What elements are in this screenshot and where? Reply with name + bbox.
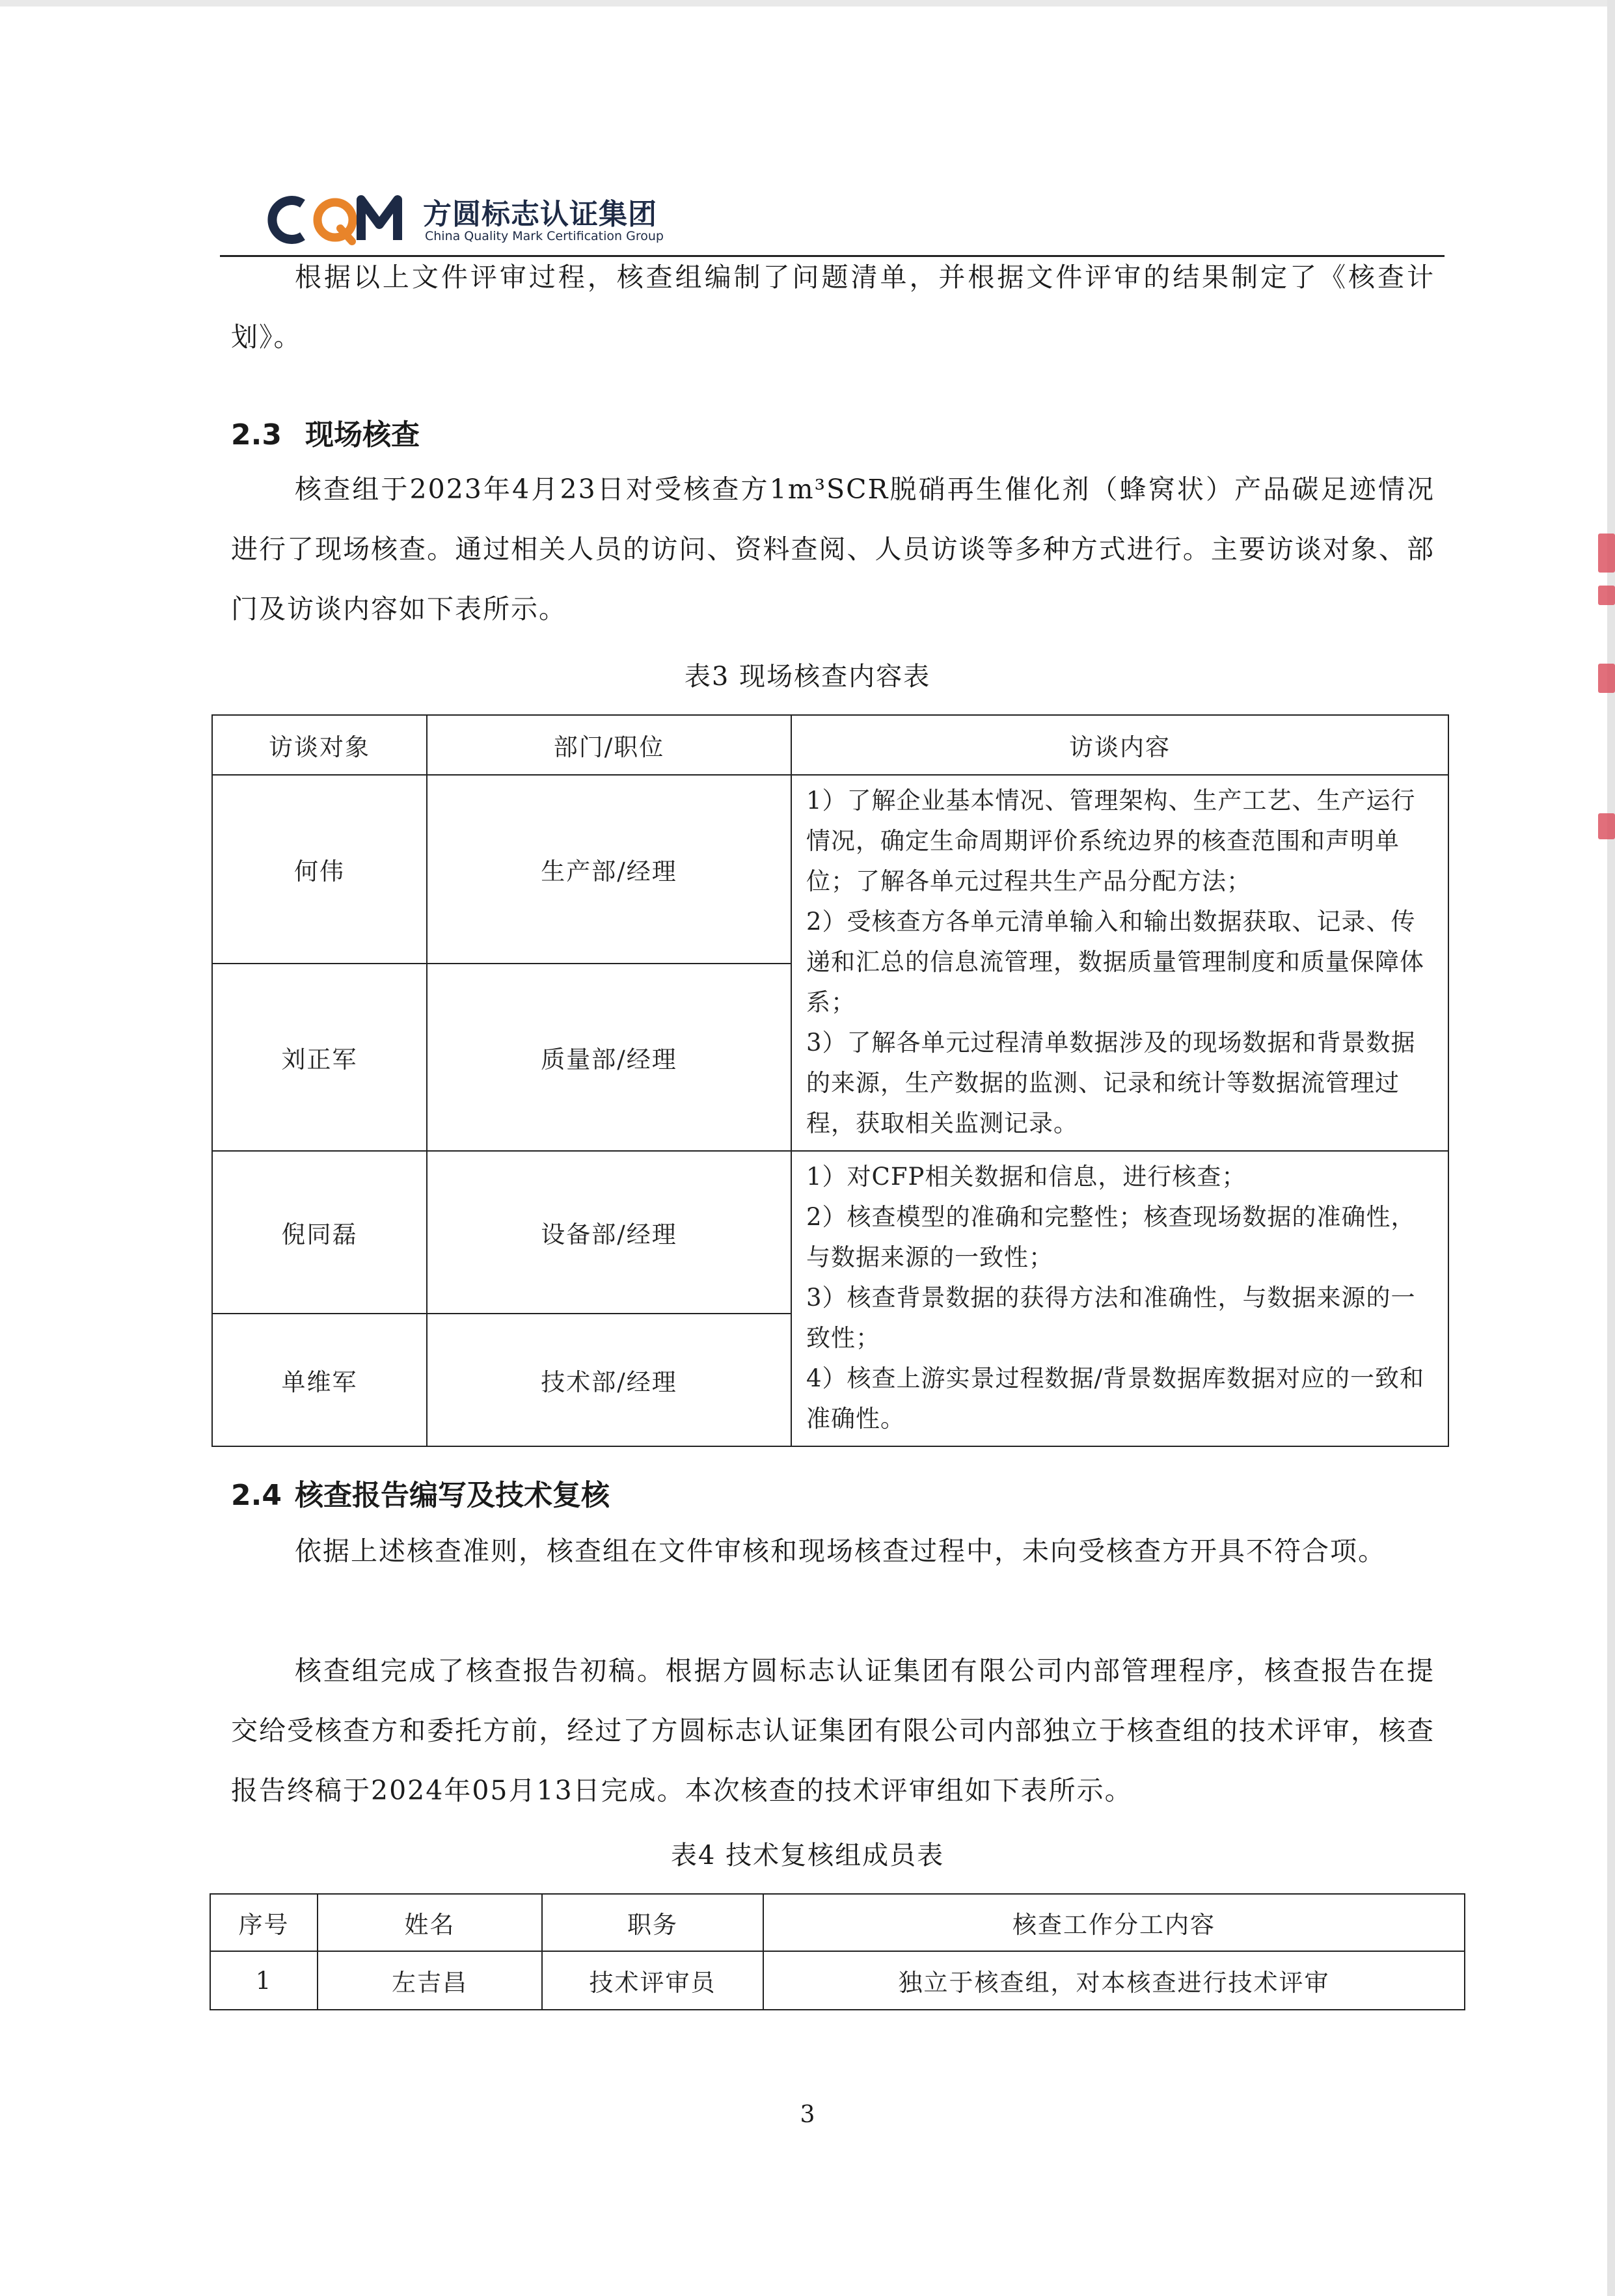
- table4-cell-role: 技术评审员: [542, 1951, 763, 2010]
- section-2-3-title: 现场核查: [305, 418, 420, 452]
- table-row: [212, 775, 1448, 964]
- seal-fragment: [1598, 664, 1615, 693]
- table4-header-role: 职务: [542, 1894, 763, 1951]
- table3-cell-dept: 技术部/经理: [427, 1314, 791, 1446]
- org-name-cn: 方圆标志认证集团: [423, 198, 657, 231]
- cqm-logo-mark: [264, 185, 413, 254]
- content-item: 3）核查背景数据的获得方法和准确性，与数据来源的一致性；: [806, 1284, 1416, 1352]
- table3: [211, 714, 1449, 1447]
- table4-cell-name: 左吉昌: [318, 1951, 542, 2010]
- section-2-4-heading: [231, 1472, 610, 1513]
- section-2-3-number: 2.3: [231, 418, 282, 452]
- section-2-4-paragraph-1: 依据上述核查准则，核查组在文件审核和现场核查过程中，未向受核查方开具不符合项。: [295, 1535, 1386, 1567]
- content-item: 2）受核查方各单元清单输入和输出数据获取、记录、传递和汇总的信息流管理，数据质量管理制度和质量保障体系；: [806, 908, 1424, 1016]
- table4-cell-no: 1: [210, 1951, 318, 2010]
- table3-cell-name: 倪同磊: [212, 1151, 427, 1314]
- content-item: 1）了解企业基本情况、管理架构、生产工艺、生产运行情况，确定生命周期评价系统边界的核查范围和声明单位；了解各单元过程共生产品分配方法；: [806, 787, 1416, 895]
- page-number: 3: [800, 2101, 815, 2128]
- table3-cell-content-group-1: [791, 775, 1448, 1151]
- section-2-4-paragraph-2: 核查组完成了核查报告初稿。根据方圆标志认证集团有限公司内部管理程序，核查报告在提交给受核查方和委托方前，经过了方圆标志认证集团有限公司内部独立于核查组的技术评审，核查报告终稿于2024年05月13日完成。本次核查的技术评审组如下表所示。: [231, 1655, 1435, 1806]
- table3-cell-dept: 设备部/经理: [427, 1151, 791, 1314]
- table3-header-interviewee: 访谈对象: [212, 715, 427, 775]
- table3-cell-dept: 质量部/经理: [427, 964, 791, 1151]
- table4-header-duty: 核查工作分工内容: [763, 1894, 1465, 1951]
- table4-header-no: 序号: [210, 1894, 318, 1951]
- section-2-3-paragraph: 核查组于2023年4月23日对受核查方1m³SCR脱硝再生催化剂（蜂窝状）产品碳足迹情况进行了现场核查。通过相关人员的访问、资料查阅、人员访谈等多种方式进行。主要访谈对象、部门及访谈内容如下表所示。: [231, 474, 1435, 625]
- seal-fragment: [1598, 533, 1615, 573]
- section-2-4-number: 2.4: [231, 1479, 282, 1512]
- table4-header-row: [210, 1894, 1465, 1951]
- content-item: 3）了解各单元过程清单数据涉及的现场数据和背景数据的来源，生产数据的监测、记录和统计等数据流管理过程，获取相关监测记录。: [806, 1029, 1416, 1137]
- table3-cell-name: 单维军: [212, 1314, 427, 1446]
- content-item: 4）核查上游实景过程数据/背景数据库数据对应的一致和准确性。: [806, 1364, 1425, 1433]
- scan-right-edge: [1607, 0, 1615, 2296]
- table4-header-name: 姓名: [318, 1894, 542, 1951]
- table3-cell-name: 刘正军: [212, 964, 427, 1151]
- table4-cell-duty: 独立于核查组，对本核查进行技术评审: [763, 1951, 1465, 2010]
- table-row: [210, 1951, 1465, 2010]
- org-name-en: China Quality Mark Certification Group: [425, 229, 664, 243]
- intro-paragraph: 根据以上文件评审过程，核查组编制了问题清单，并根据文件评审的结果制定了《核查计划》。: [231, 262, 1435, 353]
- table3-cell-dept: 生产部/经理: [427, 775, 791, 964]
- section-2-4-title: 核查报告编写及技术复核: [294, 1479, 610, 1512]
- table3-cell-content-group-2: [791, 1151, 1448, 1446]
- content-item: 2）核查模型的准确和完整性；核查现场数据的准确性，与数据来源的一致性；: [806, 1203, 1416, 1271]
- table3-caption: 表3 现场核查内容表: [684, 662, 931, 692]
- table3-header-content: 访谈内容: [791, 715, 1448, 775]
- table3-header-dept: 部门/职位: [427, 715, 791, 775]
- table3-cell-name: 何伟: [212, 775, 427, 964]
- table-row: [212, 1151, 1448, 1314]
- seal-fragment: [1598, 813, 1615, 839]
- content-item: 1）对CFP相关数据和信息，进行核查；: [806, 1163, 1247, 1191]
- table4: [210, 1893, 1465, 2010]
- section-2-3-heading: [231, 411, 420, 453]
- seal-fragment: [1598, 586, 1615, 605]
- table4-caption: 表4 技术复核组成员表: [670, 1841, 945, 1871]
- table3-header-row: [212, 715, 1448, 775]
- scan-top-edge: [0, 0, 1615, 7]
